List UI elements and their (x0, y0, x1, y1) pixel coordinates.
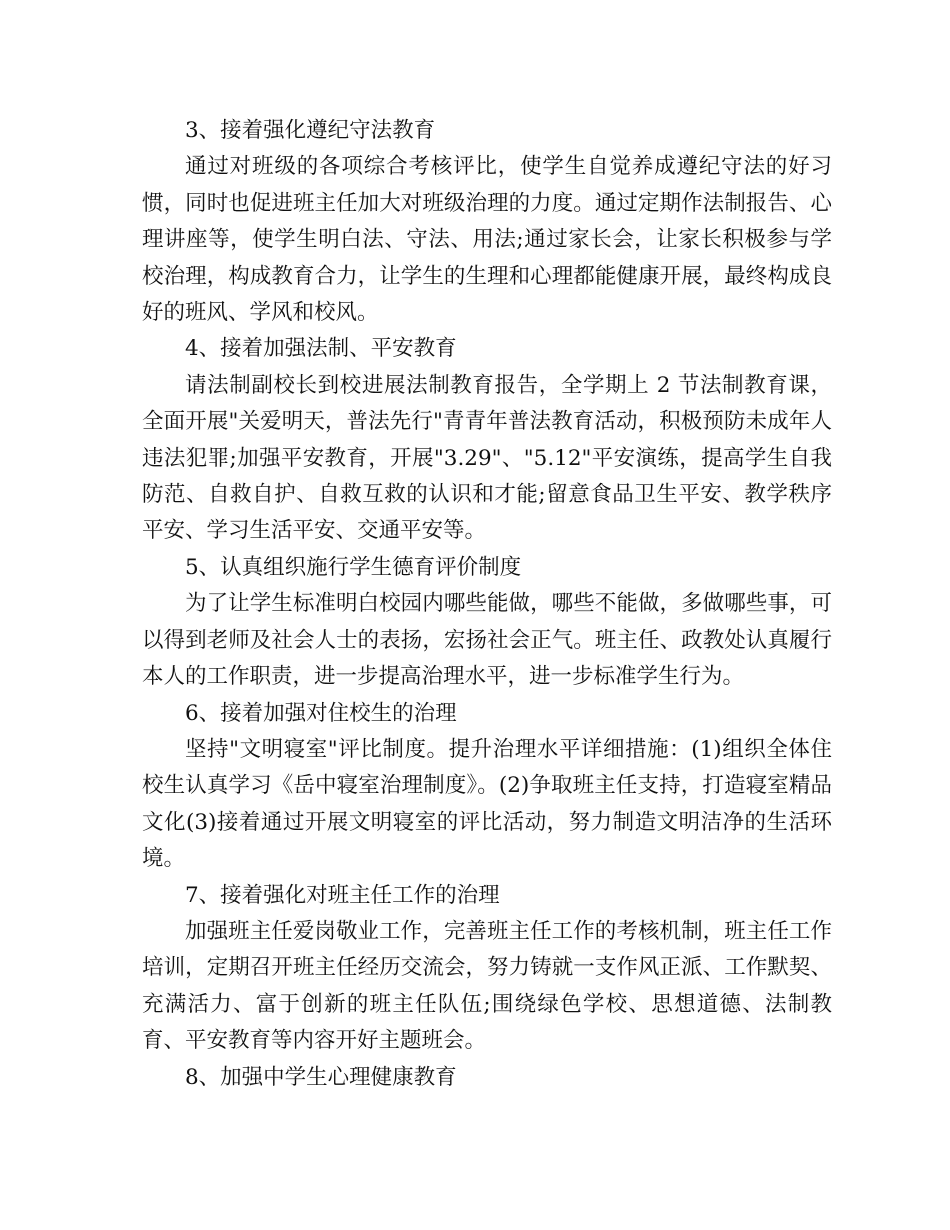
section-heading-3: 3、接着强化遵纪守法教育 (185, 118, 436, 143)
section-paragraph-5: 为了让学生标准明白校园内哪些能做，哪些不能做，多做哪些事，可以得到老师及社会人士的表扬，宏扬社会正气。班主任、政教处认真履行本人的工作职责，进一步提高治理水平，进一步标准学生行为。 (142, 591, 832, 690)
section-heading-5: 5、认真组织施行学生德育评价制度 (185, 554, 522, 580)
document-body (142, 113, 832, 1096)
section-heading-7: 7、接着强化对班主任工作的治理 (185, 882, 500, 908)
section-paragraph-7: 加强班主任爱岗敬业工作，完善班主任工作的考核机制，班主任工作培训，定期召开班主任经历交流会，努力铸就一支作风正派、工作默契、充满活力、富于创新的班主任队伍;围绕绿色学校、思想道德、法制教育、平安教育等内容开好主题班会。 (142, 918, 832, 1054)
section-paragraph-3: 通过对班级的各项综合考核评比，使学生自觉养成遵纪守法的好习惯，同时也促进班主任加大对班级治理的力度。通过定期作法制报告、心理讲座等，使学生明白法、守法、用法;通过家长会，让家长积极参与学校治理，构成教育合力，让学生的生理和心理都能健康开展，最终构成良好的班风、学风和校风。 (142, 154, 832, 326)
section-paragraph-6: 坚持"文明寝室"评比制度。提升治理水平详细措施：(1)组织全体住校生认真学习《岳中寝室治理制度》。(2)争取班主任支持，打造寝室精品文化(3)接着通过开展文明寝室的评比活动，努力制造文明洁净的生活环境。 (142, 736, 832, 872)
section-heading-8: 8、加强中学生心理健康教育 (185, 1064, 457, 1090)
section-heading-4: 4、接着加强法制、平安教育 (185, 336, 457, 362)
section-heading-6: 6、接着加强对住校生的治理 (185, 700, 457, 726)
section-paragraph-4: 请法制副校长到校进展法制教育报告，全学期上 2 节法制教育课，全面开展"关爱明天，普法先行"青青年普法教育活动，积极预防未成年人违法犯罪;加强平安教育，开展"3.29"、"5.12"平安演练，提高学生自我防范、自救自护、自救互救的认识和才能;留意食品卫生平安、教学秩序平安、学习生活平安、交通平安等。 (142, 372, 832, 544)
